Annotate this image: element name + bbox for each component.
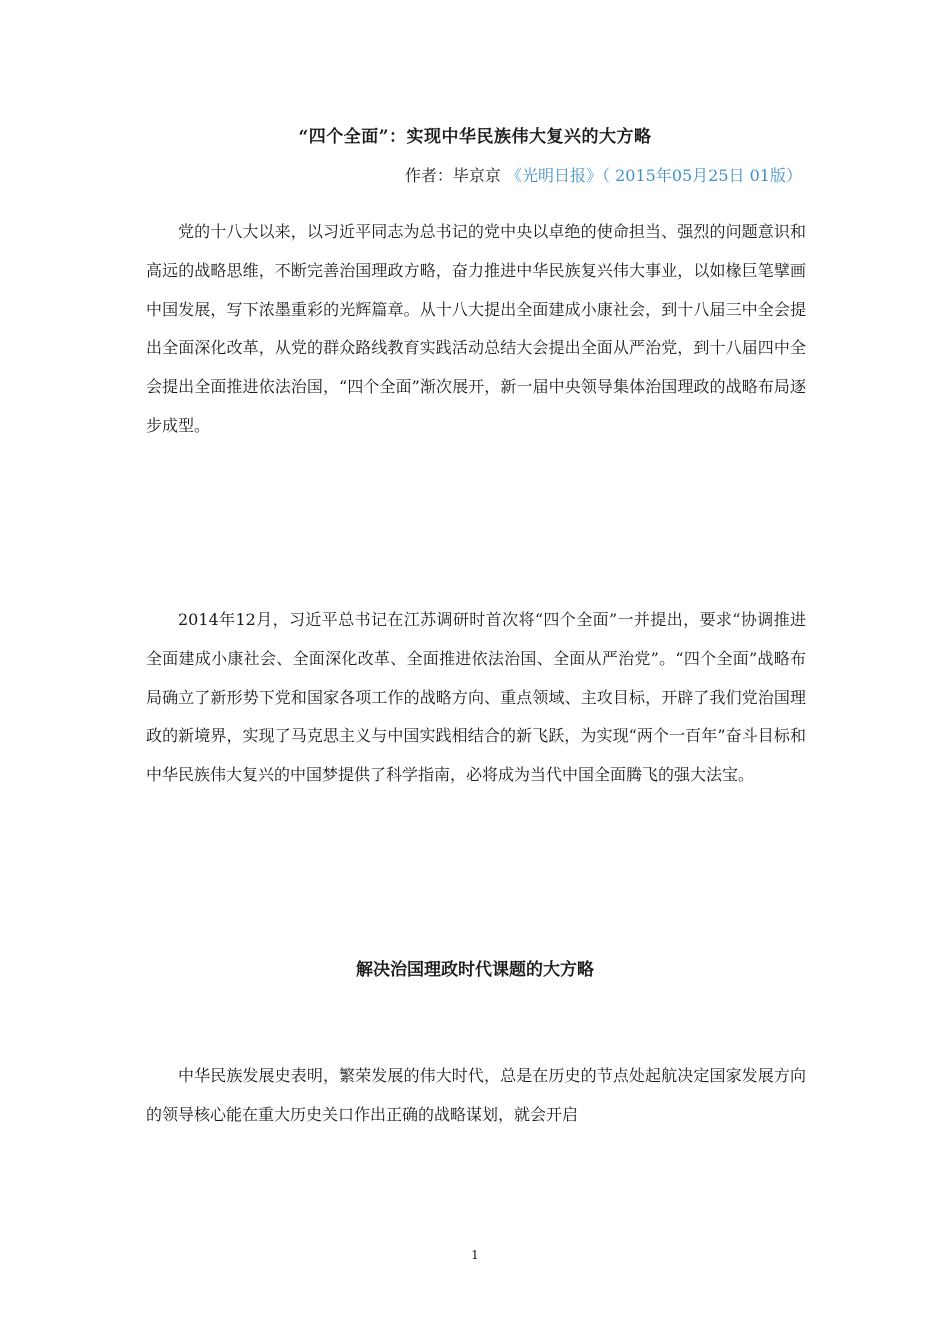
paragraph-2: 2014年12月，习近平总书记在江苏调研时首次将“四个全面”一并提出，要求“协调推进全面建成小康社会、全面深化改革、全面推进依法治国、全面从严治党”。“四个全面”战略布局确立了新形势下党和国家各项工作的战略方向、重点领域、主攻目标，开辟了我们党治国理政的新境界，实现了马克思主义与中国实践相结合的新飞跃，为实现“两个一百年”奋斗目标和中华民族伟大复兴的中国梦提供了科学指南，必将成为当代中国全面腾飞的强大法宝。 xyxy=(146,610,806,785)
document-title: “四个全面”：实现中华民族伟大复兴的大方略 xyxy=(298,127,652,147)
byline-source: 《光明日报》（ 2015年05月25日 01版） xyxy=(506,166,802,185)
byline xyxy=(405,163,802,186)
page-number: 1 xyxy=(471,1248,479,1262)
section-heading: 解决治国理政时代课题的大方略 xyxy=(356,960,594,980)
byline-author: 作者：毕京京 xyxy=(404,166,507,185)
paragraph-1: 党的十八大以来，以习近平同志为总书记的党中央以卓绝的使命担当、强烈的问题意识和高远的战略思维，不断完善治国理政方略，奋力推进中华民族复兴伟大事业，以如椽巨笔擘画中国发展，写下浓墨重彩的光辉篇章。从十八大提出全面建成小康社会，到十八届三中全会提出全面深化改革，从党的群众路线教育实践活动总结大会提出全面从严治党，到十八届四中全会提出全面推进依法治国，“四个全面”渐次展开，新一届中央领导集体治国理政的战略布局逐步成型。 xyxy=(146,222,806,435)
paragraph-3: 中华民族发展史表明，繁荣发展的伟大时代，总是在历史的节点处起航决定国家发展方向的领导核心能在重大历史关口作出正确的战略谋划，就会开启 xyxy=(146,1066,806,1124)
